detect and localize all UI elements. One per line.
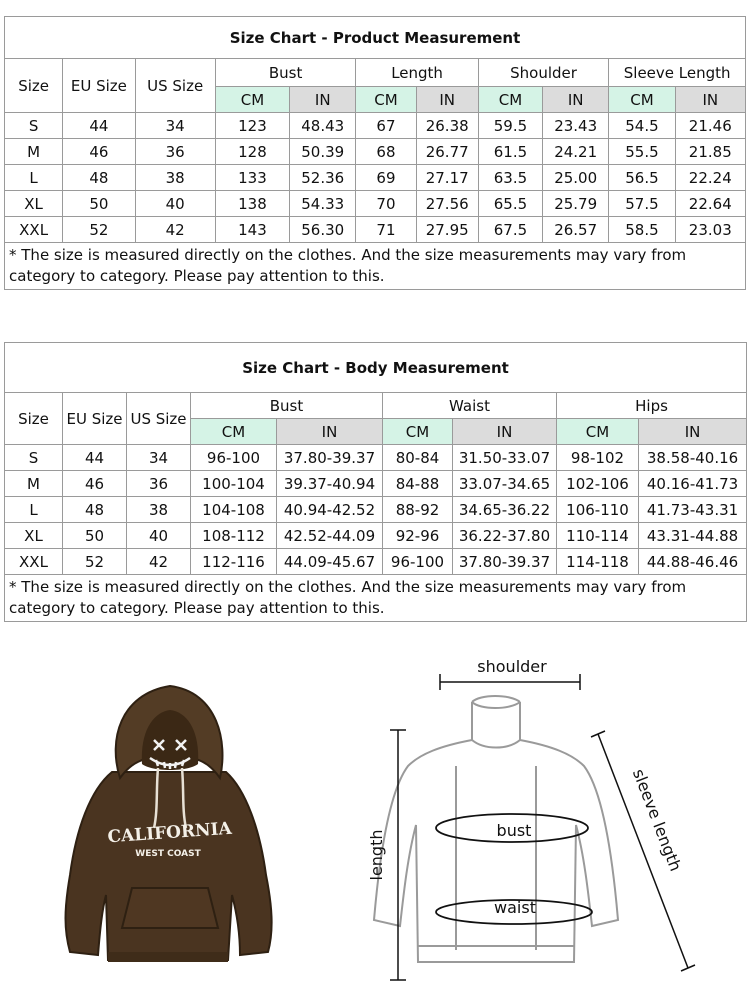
measurement-cell: 37.80-39.37	[453, 549, 557, 575]
us-size-header: US Size	[135, 59, 215, 113]
hoodie-product-image	[50, 660, 290, 980]
measurement-cell: 57.5	[609, 191, 675, 217]
hips-header: Hips	[557, 393, 747, 419]
in-header: IN	[416, 87, 478, 113]
measurement-cell: 24.21	[543, 139, 609, 165]
measurement-cell: 38	[135, 165, 215, 191]
measurement-cell: 25.00	[543, 165, 609, 191]
measurement-cell: 42	[135, 217, 215, 243]
measurement-cell: 38.58-40.16	[639, 445, 747, 471]
size-cell: XXL	[5, 217, 63, 243]
measurement-cell: 21.85	[675, 139, 745, 165]
measurement-cell: 133	[215, 165, 289, 191]
measurement-cell: 48	[63, 497, 127, 523]
measurement-cell: 48.43	[290, 113, 356, 139]
measurement-cell: 26.57	[543, 217, 609, 243]
measurement-cell: 98-102	[557, 445, 639, 471]
measurement-cell: 114-118	[557, 549, 639, 575]
measurement-cell: 40	[135, 191, 215, 217]
measurement-cell: 112-116	[191, 549, 277, 575]
measurement-cell: 70	[356, 191, 416, 217]
measurement-cell: 50	[63, 191, 135, 217]
length-label: length	[367, 829, 386, 881]
measurement-cell: 106-110	[557, 497, 639, 523]
measurement-cell: 52	[63, 217, 135, 243]
shoulder-header: Shoulder	[478, 59, 609, 87]
measurement-cell: 59.5	[478, 113, 542, 139]
size-cell: L	[5, 165, 63, 191]
measurement-cell: 44	[63, 445, 127, 471]
measurement-cell: 104-108	[191, 497, 277, 523]
product-measurement-table	[4, 16, 746, 290]
table-row	[5, 191, 746, 217]
measurement-cell: 36	[135, 139, 215, 165]
measurement-cell: 36	[127, 471, 191, 497]
measurement-cell: 54.33	[290, 191, 356, 217]
measurement-cell: 143	[215, 217, 289, 243]
product-note: * The size is measured directly on the clothes. And the size measurements may vary from category to category. Please pay attention to this.	[5, 243, 746, 290]
size-cell: S	[5, 445, 63, 471]
measurement-cell: 26.77	[416, 139, 478, 165]
measurement-cell: 96-100	[383, 549, 453, 575]
size-header: Size	[5, 59, 63, 113]
size-cell: XL	[5, 523, 63, 549]
measurement-cell: 110-114	[557, 523, 639, 549]
measurement-cell: 108-112	[191, 523, 277, 549]
table-row	[5, 139, 746, 165]
measurement-cell: 61.5	[478, 139, 542, 165]
table-row	[5, 445, 747, 471]
eu-size-header: EU Size	[63, 393, 127, 445]
sleeve-length-label: sleeve length	[628, 766, 686, 874]
measurement-cell: 41.73-43.31	[639, 497, 747, 523]
measurement-cell: 27.17	[416, 165, 478, 191]
measurement-cell: 128	[215, 139, 289, 165]
size-cell: S	[5, 113, 63, 139]
bust-label: bust	[496, 821, 532, 840]
measurement-cell: 36.22-37.80	[453, 523, 557, 549]
size-header: Size	[5, 393, 63, 445]
measurement-cell: 43.31-44.88	[639, 523, 747, 549]
measurement-cell: 48	[63, 165, 135, 191]
measurement-cell: 96-100	[191, 445, 277, 471]
measurement-cell: 26.38	[416, 113, 478, 139]
measurement-cell: 55.5	[609, 139, 675, 165]
measurement-cell: 27.95	[416, 217, 478, 243]
measurement-cell: 123	[215, 113, 289, 139]
measurement-cell: 34.65-36.22	[453, 497, 557, 523]
table-row	[5, 217, 746, 243]
waist-header: Waist	[383, 393, 557, 419]
cm-header: CM	[356, 87, 416, 113]
measurement-cell: 50	[63, 523, 127, 549]
sleeve-length-header: Sleeve Length	[609, 59, 746, 87]
product-chart-title: Size Chart - Product Measurement	[5, 17, 746, 59]
measurement-cell: 22.64	[675, 191, 745, 217]
measurement-cell: 56.30	[290, 217, 356, 243]
measurement-cell: 56.5	[609, 165, 675, 191]
in-header: IN	[453, 419, 557, 445]
cm-header: CM	[383, 419, 453, 445]
measurement-cell: 67	[356, 113, 416, 139]
measurement-cell: 40.16-41.73	[639, 471, 747, 497]
table-row	[5, 165, 746, 191]
in-header: IN	[277, 419, 383, 445]
measurement-cell: 39.37-40.94	[277, 471, 383, 497]
measurement-cell: 52.36	[290, 165, 356, 191]
table-row	[5, 549, 747, 575]
measurement-cell: 40	[127, 523, 191, 549]
size-cell: XXL	[5, 549, 63, 575]
measurement-cell: 42.52-44.09	[277, 523, 383, 549]
eu-size-header: EU Size	[63, 59, 135, 113]
measurement-cell: 54.5	[609, 113, 675, 139]
product-table-body	[5, 113, 746, 243]
length-header: Length	[356, 59, 478, 87]
hoodie-print-sub: WEST COAST	[135, 849, 201, 859]
in-header: IN	[290, 87, 356, 113]
measurement-cell: 84-88	[383, 471, 453, 497]
measurement-cell: 44	[63, 113, 135, 139]
measurement-cell: 92-96	[383, 523, 453, 549]
measurement-cell: 34	[135, 113, 215, 139]
measurement-cell: 37.80-39.37	[277, 445, 383, 471]
body-chart-title: Size Chart - Body Measurement	[5, 343, 747, 393]
size-cell: M	[5, 139, 63, 165]
measurement-cell: 34	[127, 445, 191, 471]
measurement-cell: 50.39	[290, 139, 356, 165]
measurement-cell: 52	[63, 549, 127, 575]
measurement-cell: 25.79	[543, 191, 609, 217]
table-row	[5, 471, 747, 497]
shoulder-label: shoulder	[477, 657, 547, 676]
measurement-cell: 100-104	[191, 471, 277, 497]
size-cell: M	[5, 471, 63, 497]
bust-header: Bust	[215, 59, 356, 87]
measurement-cell: 44.88-46.46	[639, 549, 747, 575]
measurement-cell: 31.50-33.07	[453, 445, 557, 471]
measurement-cell: 33.07-34.65	[453, 471, 557, 497]
in-header: IN	[639, 419, 747, 445]
length-measure-line	[390, 730, 406, 980]
cm-header: CM	[191, 419, 277, 445]
measurement-cell: 23.03	[675, 217, 745, 243]
body-table-body	[5, 445, 747, 575]
in-header: IN	[543, 87, 609, 113]
measurement-cell: 58.5	[609, 217, 675, 243]
measurement-diagram	[360, 650, 740, 990]
measurement-cell: 68	[356, 139, 416, 165]
measurement-cell: 27.56	[416, 191, 478, 217]
measurement-cell: 138	[215, 191, 289, 217]
in-header: IN	[675, 87, 745, 113]
bust-header: Bust	[191, 393, 383, 419]
us-size-header: US Size	[127, 393, 191, 445]
cm-header: CM	[215, 87, 289, 113]
measurement-cell: 69	[356, 165, 416, 191]
cm-header: CM	[478, 87, 542, 113]
size-cell: XL	[5, 191, 63, 217]
table-row	[5, 113, 746, 139]
body-note: * The size is measured directly on the clothes. And the size measurements may vary from category to category. Please pay attention to this.	[5, 575, 747, 622]
measurement-cell: 38	[127, 497, 191, 523]
waist-label: waist	[494, 898, 536, 917]
measurement-cell: 102-106	[557, 471, 639, 497]
table-row	[5, 497, 747, 523]
table-row	[5, 523, 747, 549]
measurement-cell: 22.24	[675, 165, 745, 191]
measurement-cell: 63.5	[478, 165, 542, 191]
measurement-cell: 46	[63, 139, 135, 165]
measurement-cell: 80-84	[383, 445, 453, 471]
measurement-cell: 40.94-42.52	[277, 497, 383, 523]
measurement-cell: 21.46	[675, 113, 745, 139]
size-cell: L	[5, 497, 63, 523]
body-measurement-table	[4, 342, 747, 622]
cm-header: CM	[609, 87, 675, 113]
measurement-cell: 42	[127, 549, 191, 575]
measurement-cell: 44.09-45.67	[277, 549, 383, 575]
measurement-cell: 65.5	[478, 191, 542, 217]
hoodie-print-main: CALIFORNIA	[106, 818, 233, 848]
measurement-cell: 46	[63, 471, 127, 497]
measurement-cell: 71	[356, 217, 416, 243]
measurement-cell: 23.43	[543, 113, 609, 139]
cm-header: CM	[557, 419, 639, 445]
measurement-cell: 67.5	[478, 217, 542, 243]
measurement-cell: 88-92	[383, 497, 453, 523]
shoulder-measure-line	[440, 674, 580, 690]
